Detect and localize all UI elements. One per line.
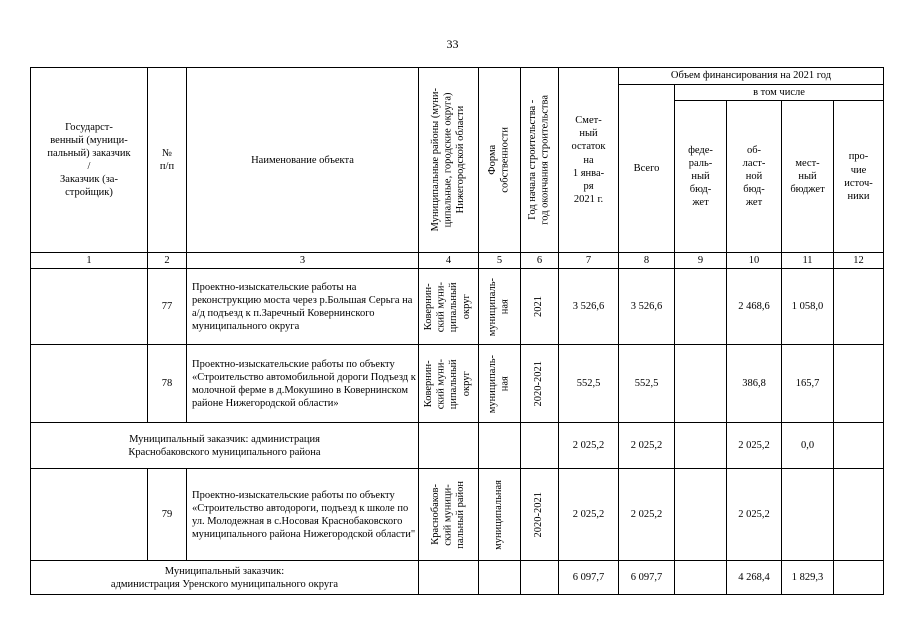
cell-federal [675,269,727,345]
cell-ownership [479,561,521,595]
header-total: Всего [619,85,675,253]
cell-district [419,423,479,469]
header-districts: Муниципальные районы (муни- ципальные, городские округа) Нижегородской области [429,88,466,232]
cell-remaining: 6 097,7 [559,561,619,595]
cell-remaining: 3 526,6 [559,269,619,345]
cell-total: 3 526,6 [619,269,675,345]
cell-ownership: муниципальная [493,479,505,550]
cell-local: 165,7 [782,345,834,423]
cell-other [834,269,884,345]
cell-ownership: муниципаль- ная [486,354,511,413]
cell-object-name: Проектно-изыскательские работы по объекту «Строительство автодороги, подъезд к школе по ул. Молодежная в с.Носовая Краснобаковского муниципального района Нижегородской области" [187,469,419,561]
cell-years: 2021 [533,296,545,318]
cell-regional: 2 025,2 [727,469,782,561]
cell-remaining: 552,5 [559,345,619,423]
cell-other [834,345,884,423]
cell-customer [31,345,148,423]
column-number: 4 [419,253,479,269]
column-number: 7 [559,253,619,269]
column-number: 8 [619,253,675,269]
column-number: 3 [187,253,419,269]
cell-district [419,561,479,595]
cell-regional: 4 268,4 [727,561,782,595]
cell-district: Ковернин- ский муни- ципальный округ [423,358,473,409]
column-number: 5 [479,253,521,269]
header-other: про- чие источ- ники [834,101,884,253]
column-number: 9 [675,253,727,269]
column-number-row [31,253,884,269]
cell-other [834,469,884,561]
header-financing: Объем финансирования на 2021 год [619,68,884,85]
header-num: № п/п [148,68,187,253]
cell-district: Краснобаков- ский муници- пальный район [429,480,466,549]
column-number: 1 [31,253,148,269]
cell-years: 2020-2021 [533,361,545,407]
header-regional: об- ласт- ной бюд- жет [727,101,782,253]
cell-remaining: 2 025,2 [559,469,619,561]
cell-district: Ковернин- ский муни- ципальный округ [423,281,473,332]
header-object-name: Наименование объекта [187,68,419,253]
cell-total: 552,5 [619,345,675,423]
financing-table [30,67,884,595]
cell-federal [675,345,727,423]
table-row [31,469,884,561]
header-federal: феде- раль- ный бюд- жет [675,101,727,253]
table-row [31,269,884,345]
header-customer: Государст- венный (муници- пальный) заказчик / Заказчик (за- стройщик) [31,68,148,253]
cell-ownership: муниципаль- ная [486,277,511,336]
table-row-subtotal [31,423,884,469]
cell-local: 1 058,0 [782,269,834,345]
column-number: 6 [521,253,559,269]
cell-customer [31,469,148,561]
column-number: 12 [834,253,884,269]
column-number: 10 [727,253,782,269]
header-local: мест- ный бюджет [782,101,834,253]
cell-total: 2 025,2 [619,423,675,469]
cell-federal [675,423,727,469]
cell-total: 6 097,7 [619,561,675,595]
cell-regional: 386,8 [727,345,782,423]
table-row [31,345,884,423]
cell-regional: 2 468,6 [727,269,782,345]
cell-years: 2020-2021 [533,492,545,538]
cell-other [834,423,884,469]
cell-other [834,561,884,595]
cell-customer [31,269,148,345]
cell-federal [675,469,727,561]
cell-customer-group: Муниципальный заказчик: администрация Уренского муниципального округа [31,561,419,595]
cell-customer-group: Муниципальный заказчик: администрация Краснобаковского муниципального района [31,423,419,469]
cell-years [521,423,559,469]
cell-remaining: 2 025,2 [559,423,619,469]
cell-num: 79 [148,469,187,561]
header-ownership: Форма собственности [486,127,511,193]
column-number: 2 [148,253,187,269]
page-number: 33 [446,37,459,51]
cell-local: 0,0 [782,423,834,469]
cell-ownership [479,423,521,469]
cell-regional: 2 025,2 [727,423,782,469]
cell-object-name: Проектно-изыскательские работы на реконструкцию моста через р.Большая Серьга на а/д подъезд к п.Заречный Ковернинского муниципального округа [187,269,419,345]
table-row-subtotal [31,561,884,595]
header-including: в том числе [675,85,884,101]
header-years: Год начала строительства - год окончания строительства [526,95,551,225]
cell-num: 78 [148,345,187,423]
cell-federal [675,561,727,595]
cell-object-name: Проектно-изыскательские работы по объекту «Строительство автомобильной дороги Подъезд к молочной ферме в д.Мокушино в Ковернинском районе Нижегородской области» [187,345,419,423]
column-number: 11 [782,253,834,269]
cell-local [782,469,834,561]
cell-num: 77 [148,269,187,345]
header-remaining: Смет- ный остаток на 1 янва- ря 2021 г. [559,68,619,253]
cell-total: 2 025,2 [619,469,675,561]
cell-local: 1 829,3 [782,561,834,595]
cell-years [521,561,559,595]
